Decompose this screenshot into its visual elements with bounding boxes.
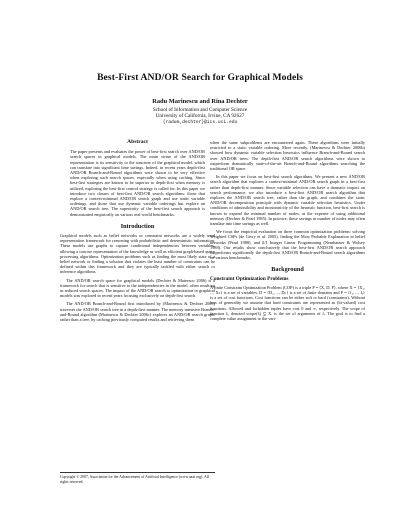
paper-authors: Radu Marinescu and Rina Dechter [152,98,248,105]
intro-paragraph: Graphical models such as belief networks or constraint networks are a widely used representation framework for reasoning with probabilistic and deterministic information. These models use graphs to capture conditional independencies between variables, allowing a concise representation of the knowledge as well as efficient graph-based query processing algorithms. Optimization problems such as finding the most likely state of a belief network or finding a solution that violates the least number of constraints can be defined within this framework and they are typically tackled with either search or inference algorithms. [60,233,215,275]
abstract-text: The paper presents and evaluates the power of best-first search over AND/OR search spaces in graphical models. The main virtue of the AND/OR representation is its sensitivity to the structure of the graphical model, which can translate into significant time savings. Indeed, in recent years depth-first AND/OR Branch-and-Bound algorithms were shown to be very effective when exploring such search spaces, especially when using caching. Since best-first strategies are known to be superior to depth-first when memory is utilized, exploring the best-first control strategy is called for. In this paper we introduce two classes of best-first AND/OR search algorithms: those that explore a context-minimal AND/OR search graph and use static variable orderings, and those that use dynamic variable orderings but explore an AND/OR search tree. The superiority of the best-first search approach is demonstrated empirically on various real-world benchmarks. [70,149,205,217]
author-email: {radum,dechter}@ics.uci.edu [162,119,238,125]
affiliation-line: University of California, Irvine, CA 92627 [155,113,245,120]
intro-heading: Introduction [120,222,155,230]
body-paragraph: We focus the empirical evaluation on three common optimization problems: solving Weighted CSPs (de Givry et al. 2005), finding the Most Probable Explanation in belief networks (Pearl 1988), and 0/1 Integer Linear Programming (Nemhauser & Wolsey 1988). Our results show conclusively that the best-first AND/OR search approach outperforms significantly the depth-first AND/OR Branch-and-Bound search algorithms on various benchmarks. [210,229,365,261]
abstract [60,149,215,217]
background-heading: Background [271,266,304,274]
left-column [60,140,215,325]
intro-paragraph: The AND/OR search space for graphical models (Dechter & Mateescu 2006) is a framework for search that is sensitive to the independencies in the model, often resulting in reduced search spaces. The impact of the AND/OR search to optimization in graphical models was explored in recent years focusing exclusively on depth-first search. [60,277,215,299]
cop-heading: Constraint Optimization Problems [210,275,289,282]
intro-paragraph: The AND/OR Branch-and-Bound first introduced by (Marinescu & Dechter 2005) traverses the AND/OR search tree in a depth-first manner. The memory intensive Branch-and-Bound algorithm (Marinescu & Dechter 2006c) explores an AND/OR search graph, rather than a tree, by caching previously computed results and retrieving them [60,301,215,323]
body-paragraph: In this paper we focus on best-first search algorithms. We present a new AND/OR search algorithm that explores a context-minimal AND/OR search graph in a best-first rather than depth-first manner. Since variable selection can have a dramatic impact on search performance, we also introduce a best-first AND/OR search algorithm that explores the AND/OR search tree, rather than the graph, and combines the static AND/OR decomposition principle with dynamic variable selection heuristics. Under conditions of admissibility and monotonicity of the heuristic function, best-first search is known to expand the minimal number of nodes, at the expense of using additional memory (Dechter & Pearl 1985). In practice, these savings in number of nodes may often translate into time savings as well. [210,174,365,227]
paper-title: Best-First AND/OR Search for Graphical Models [97,72,303,83]
copyright-footnote: Copyright © 2007, Association for the Advancement of Artificial Intelligence (www.aaai.org). All rights reserved. [60,472,215,484]
right-column [210,140,365,324]
cop-paragraph: A finite Constraint Optimization Problem (COP) is a triple P = ⟨X, D, F⟩, where X = {X₁, ..., Xₙ} is a set of variables, D = {D₁, ..., Dₙ} is a set of finite domains and F = {f₁, ..., fᵣ} is a set of cost functions. Cost functions can be either soft or hard (constraints). Without loss of generality we assume that hard constraints are represented as (bi-valued) cost functions. Allowed and forbidden tuples have cost 0 and ∞, respectively. The scope of function fᵢ, denoted scope(fᵢ) ⊆ X, is the set of arguments of fᵢ. The goal is to find a complete value assignment to the vari- [210,284,365,322]
body-paragraph: when the same subproblems are encountered again. These algorithms were initially restricted to a static variable ordering. More recently, (Marinescu & Dechter 2006b) showed how dynamic variable selection heuristics influence Branch-and-Bound search over AND/OR trees. The depth-first AND/OR search algorithms were shown to outperform dramatically state-of-the-art Branch-and-Bound algorithms searching the traditional OR space. [210,140,365,172]
affiliation-line: School of Information and Computer Science [152,107,248,113]
abstract-heading: Abstract [127,139,148,145]
affiliation [0,107,400,126]
